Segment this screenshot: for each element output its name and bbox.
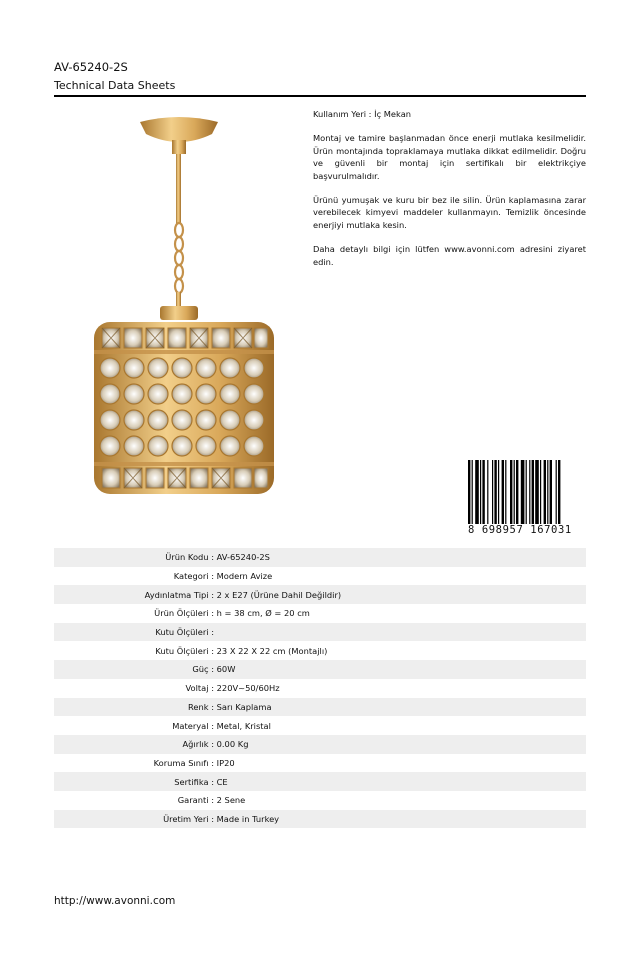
spec-value: 0.00 Kg: [216, 739, 249, 750]
more-info-note: Daha detaylı bilgi için lütfen www.avonni.com adresini ziyaret edin.: [313, 244, 586, 267]
spec-label: Ürün Ölçüleri :: [154, 608, 214, 619]
spec-value: IP20: [216, 757, 235, 768]
chandelier-photo: [84, 110, 284, 505]
spec-table: [54, 548, 586, 828]
spec-value: h = 38 cm, Ø = 20 cm: [216, 608, 310, 619]
spec-value: Sarı Kaplama: [216, 701, 272, 712]
ceiling-canopy: [140, 117, 218, 142]
barcode-bars: [468, 460, 585, 526]
document-title: Technical Data Sheets: [54, 79, 176, 92]
spec-row: [54, 585, 586, 604]
spec-label: Ağırlık :: [182, 739, 214, 750]
usage-location: Kullanım Yeri : İç Mekan: [313, 109, 412, 119]
canopy-neck: [172, 140, 186, 154]
website-link[interactable]: http://www.avonni.com: [54, 895, 176, 907]
suspension-chain: [175, 223, 183, 293]
product-code-heading: AV-65240-2S: [54, 60, 128, 74]
spec-row: [54, 660, 586, 679]
top-cap: [160, 306, 198, 320]
crystal-drum: [94, 322, 274, 494]
spec-value: 2 x E27 (Ürüne Dahil Değildir): [216, 589, 342, 600]
spec-value: 23 X 22 X 22 cm (Montajlı): [216, 645, 328, 656]
spec-row: [54, 791, 586, 810]
spec-row: [54, 772, 586, 791]
spec-row: [54, 735, 586, 754]
spec-value: CE: [216, 776, 228, 787]
spec-label: Aydınlatma Tipi :: [144, 589, 214, 600]
spec-row: [54, 641, 586, 660]
spec-label: Güç :: [192, 664, 214, 675]
spec-value: AV-65240-2S: [216, 552, 270, 563]
spec-value: Made in Turkey: [216, 813, 280, 824]
spec-row: [54, 716, 586, 735]
spec-label: Kutu Ölçüleri :: [155, 645, 214, 656]
safety-note: Montaj ve tamire başlanmadan önce enerji mutlaka kesilmelidir. Ürün montajında topraklamaya mutlaka dikkat edilmelidir. Doğru ve güvenli bir montaj için sertifikalı bir elektrikçiye başvurulmalıdır.: [313, 133, 586, 181]
spec-value: 60W: [216, 664, 236, 675]
spec-row: [54, 604, 586, 623]
header-divider: [54, 95, 586, 97]
spec-label: Koruma Sınıfı :: [153, 757, 214, 768]
suspension-rod: [176, 154, 181, 224]
spec-row: [54, 810, 586, 829]
spec-label: Ürün Kodu :: [165, 552, 214, 563]
spec-label: Materyal :: [172, 720, 214, 731]
spec-row: [54, 567, 586, 586]
barcode: [468, 460, 585, 538]
spec-row: [54, 679, 586, 698]
spec-row: [54, 698, 586, 717]
spec-label: Sertifika :: [174, 776, 214, 787]
spec-row: [54, 623, 586, 642]
spec-label: Kategori :: [173, 571, 214, 582]
spec-row: [54, 754, 586, 773]
usage-info: [313, 108, 586, 280]
barcode-digits: 8 698957 167031: [468, 524, 585, 536]
spec-label: Kutu Ölçüleri :: [155, 627, 214, 638]
spec-value: 2 Sene: [216, 795, 246, 806]
cleaning-note: Ürünü yumuşak ve kuru bir bez ile silin. Ürün kaplamasına zarar verebilecek kimyevi maddeler kullanmayın. Temizlik öncesinde enerjiyi mutlaka kesin.: [313, 195, 586, 230]
spec-label: Garanti :: [177, 795, 214, 806]
spec-value: Metal, Kristal: [216, 720, 271, 731]
spec-label: Üretim Yeri :: [163, 813, 214, 824]
spec-label: Voltaj :: [185, 683, 214, 694]
spec-label: Renk :: [188, 701, 214, 712]
spec-value: 220V~50/60Hz: [216, 683, 280, 694]
spec-value: Modern Avize: [216, 571, 273, 582]
spec-row: [54, 548, 586, 567]
